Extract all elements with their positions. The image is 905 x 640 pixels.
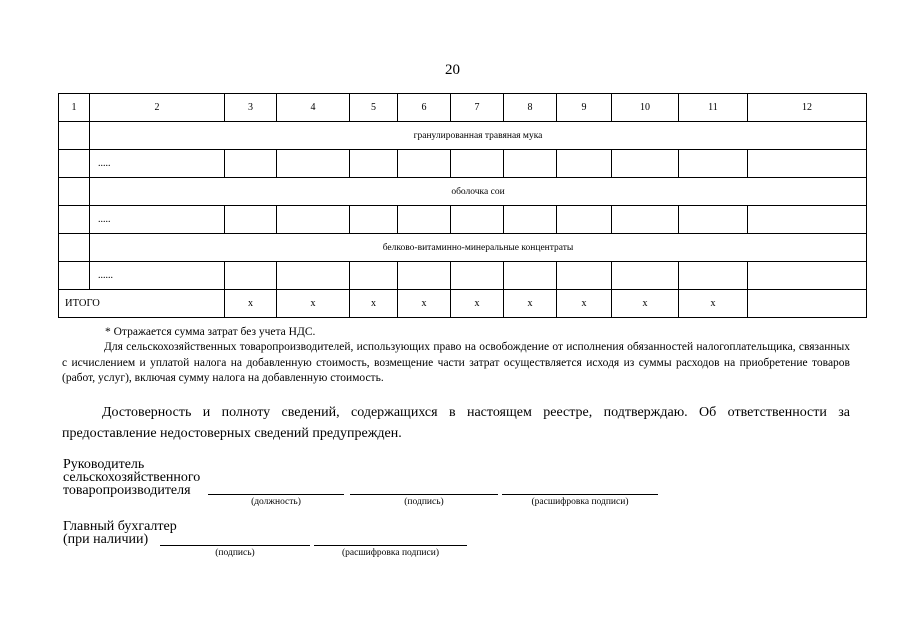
data-cell (350, 262, 398, 290)
accountant-title-line2: (при наличии) (63, 532, 149, 547)
category-data-row (59, 150, 867, 178)
category-data-row (59, 262, 867, 290)
category-row (59, 122, 867, 150)
accountant-name-line (314, 545, 467, 546)
data-cell (398, 206, 451, 234)
category-title: белково-витаминно-минеральные концентраты (90, 234, 867, 262)
data-cell (451, 150, 504, 178)
row-number-cell (59, 206, 90, 234)
data-cell (504, 150, 557, 178)
data-cell (612, 262, 679, 290)
data-cell (679, 150, 748, 178)
data-cell (225, 262, 277, 290)
data-cell (225, 150, 277, 178)
head-signature-caption: (подпись) (404, 497, 444, 507)
column-number: 8 (504, 94, 557, 122)
registry-table (58, 93, 867, 318)
column-number: 7 (451, 94, 504, 122)
column-number: 4 (277, 94, 350, 122)
placeholder-dots: ..... (90, 150, 225, 178)
category-row-number-cell (59, 178, 90, 206)
total-row (59, 290, 867, 318)
total-mark: х (557, 290, 612, 318)
column-number-row (59, 94, 867, 122)
data-cell (504, 262, 557, 290)
data-cell (557, 206, 612, 234)
column-number: 1 (59, 94, 90, 122)
total-mark: х (225, 290, 277, 318)
data-cell (748, 262, 867, 290)
data-cell (748, 206, 867, 234)
category-row-number-cell (59, 122, 90, 150)
placeholder-dots: ...... (90, 262, 225, 290)
column-number: 9 (557, 94, 612, 122)
total-mark: х (398, 290, 451, 318)
data-cell (350, 206, 398, 234)
accountant-signature-line (160, 545, 310, 546)
data-cell (277, 206, 350, 234)
total-mark: х (451, 290, 504, 318)
data-cell (451, 262, 504, 290)
data-cell (557, 150, 612, 178)
head-signature-line (350, 494, 498, 495)
column-number: 2 (90, 94, 225, 122)
data-cell (398, 150, 451, 178)
data-cell (350, 150, 398, 178)
category-title: оболочка сои (90, 178, 867, 206)
accountant-signature-caption: (подпись) (215, 548, 255, 558)
confirmation-statement: Достоверность и полноту сведений, содержащихся в настоящем реестре, подтверждаю. Об ответственности за предоставление недостоверных сведений предупрежден. (62, 405, 850, 441)
total-mark (748, 290, 867, 318)
placeholder-dots: ..... (90, 206, 225, 234)
head-name-caption: (расшифровка подписи) (531, 497, 629, 507)
data-cell (277, 150, 350, 178)
vat-exemption-note: Для сельскохозяйственных товаропроизводителей, использующих право на освобождение от исполнения обязанностей налогоплательщика, связанных с исчислением и уплатой налога на добавленную стоимость, возмещение части затрат осуществляется исходя из суммы расходов на приобретение товаров (работ, услуг), включая сумму налога на добавленную стоимость. (62, 341, 850, 384)
category-title: гранулированная травяная мука (90, 122, 867, 150)
data-cell (277, 262, 350, 290)
data-cell (225, 206, 277, 234)
total-mark: х (504, 290, 557, 318)
total-mark: х (612, 290, 679, 318)
total-mark: х (350, 290, 398, 318)
data-cell (504, 206, 557, 234)
category-row-number-cell (59, 234, 90, 262)
data-cell (612, 206, 679, 234)
data-cell (398, 262, 451, 290)
column-number: 12 (748, 94, 867, 122)
data-cell (451, 206, 504, 234)
head-position-caption: (должность) (251, 497, 301, 507)
data-cell (557, 262, 612, 290)
column-number: 5 (350, 94, 398, 122)
head-name-line (502, 494, 658, 495)
total-mark: х (277, 290, 350, 318)
accountant-name-caption: (расшифровка подписи) (342, 548, 439, 558)
total-label: ИТОГО (59, 290, 225, 318)
accountant-title-line1: Главный бухгалтер (63, 519, 177, 534)
column-number: 3 (225, 94, 277, 122)
column-number: 10 (612, 94, 679, 122)
column-number: 6 (398, 94, 451, 122)
row-number-cell (59, 150, 90, 178)
row-number-cell (59, 262, 90, 290)
page-number: 20 (445, 62, 460, 78)
head-position-line (208, 494, 344, 495)
column-number: 11 (679, 94, 748, 122)
head-title-line2: сельскохозяйственного (63, 470, 201, 485)
data-cell (679, 206, 748, 234)
category-data-row (59, 206, 867, 234)
vat-footnote: * Отражается сумма затрат без учета НДС. (105, 326, 316, 338)
head-title-line1: Руководитель (63, 457, 145, 472)
category-row (59, 234, 867, 262)
data-cell (679, 262, 748, 290)
data-cell (748, 150, 867, 178)
total-mark: х (679, 290, 748, 318)
data-cell (612, 150, 679, 178)
head-title-line3: товаропроизводителя (63, 483, 191, 498)
category-row (59, 178, 867, 206)
